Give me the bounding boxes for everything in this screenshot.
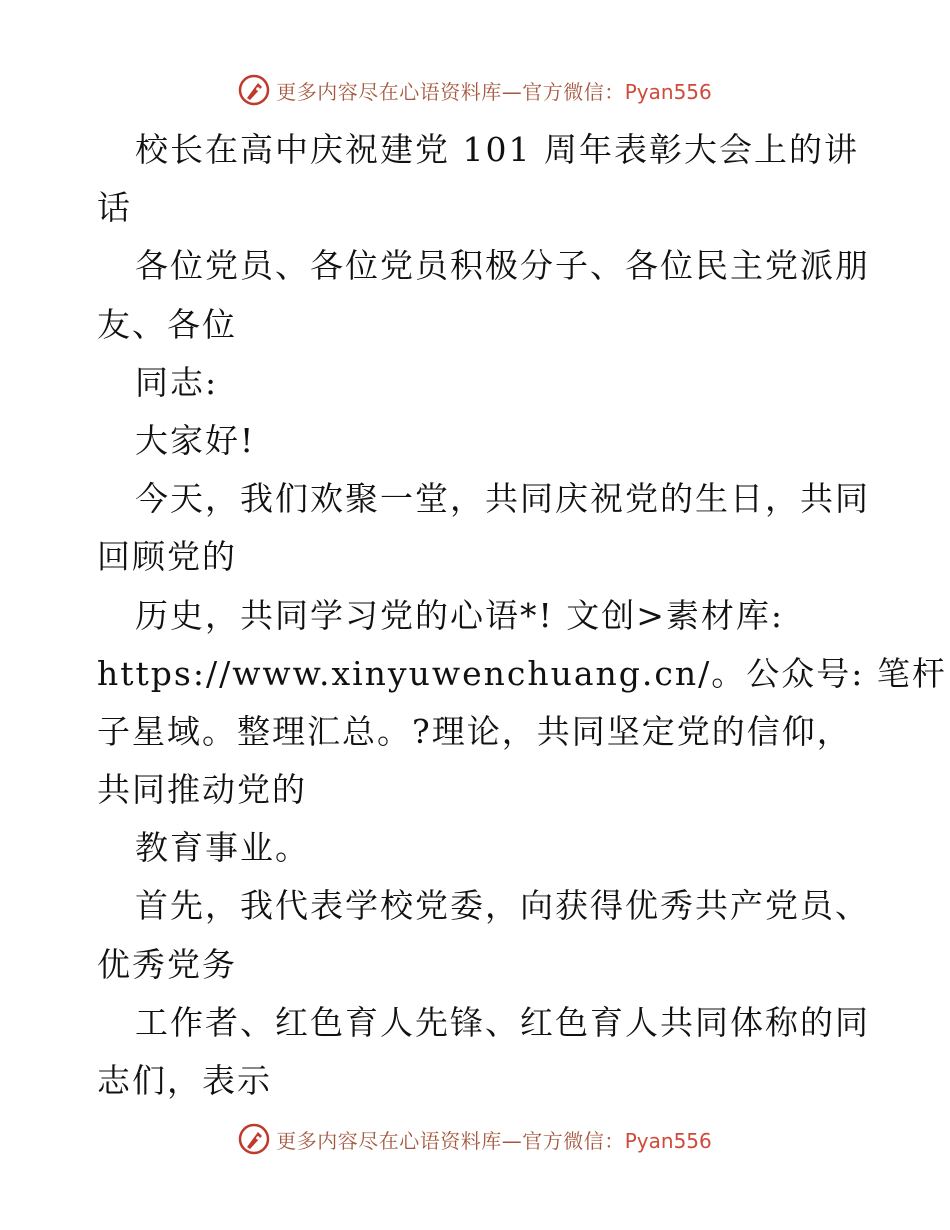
salutation-line-3: 同志: — [135, 362, 219, 402]
paragraph-line: 首先，我代表学校党委，向获得优秀共产党员、 — [135, 886, 870, 926]
footer-watermark-banner — [0, 1119, 950, 1159]
document-title-line-2: 话 — [97, 188, 132, 228]
paragraph-line: 子星域。整理汇总。?理论，共同坚定党的信仰， — [97, 711, 852, 751]
wechat-id: Pyan556 — [624, 1128, 712, 1153]
paragraph-line: 回顾党的 — [97, 537, 237, 577]
pen-nib-logo-icon — [238, 74, 270, 106]
paragraph-line: https://www.xinyuwenchuang.cn/。公众号: 笔杆 — [97, 653, 947, 693]
paragraph-line: 志们，表示 — [97, 1061, 272, 1100]
paragraph-line: 历史，共同学习党的心语*! 文创>素材库: — [135, 595, 785, 635]
paragraph-line: 今天，我们欢聚一堂，共同庆祝党的生日，共同 — [135, 479, 870, 519]
salutation-line-2: 友、各位 — [97, 304, 237, 344]
pen-nib-logo-icon — [238, 1123, 270, 1155]
paragraph-line: 教育事业。 — [135, 828, 310, 868]
document-title-line-1: 校长在高中庆祝建党 101 周年表彰大会上的讲 — [135, 130, 859, 169]
watermark-label: 更多内容尽在心语资料库—官方微信： — [276, 79, 625, 104]
header-watermark-banner — [0, 70, 950, 110]
document-body — [97, 121, 947, 1110]
paragraph-line: 优秀党务 — [97, 944, 237, 984]
wechat-id: Pyan556 — [624, 79, 712, 104]
salutation-line-1: 各位党员、各位党员积极分子、各位民主党派朋 — [135, 246, 870, 286]
greeting-line: 大家好! — [135, 420, 256, 460]
watermark-text — [276, 1125, 712, 1154]
watermark-text — [276, 76, 712, 105]
paragraph-line: 工作者、红色育人先锋、红色育人共同体称的同 — [135, 1002, 870, 1042]
paragraph-line: 共同推动党的 — [97, 770, 307, 810]
watermark-label: 更多内容尽在心语资料库—官方微信： — [276, 1128, 625, 1153]
